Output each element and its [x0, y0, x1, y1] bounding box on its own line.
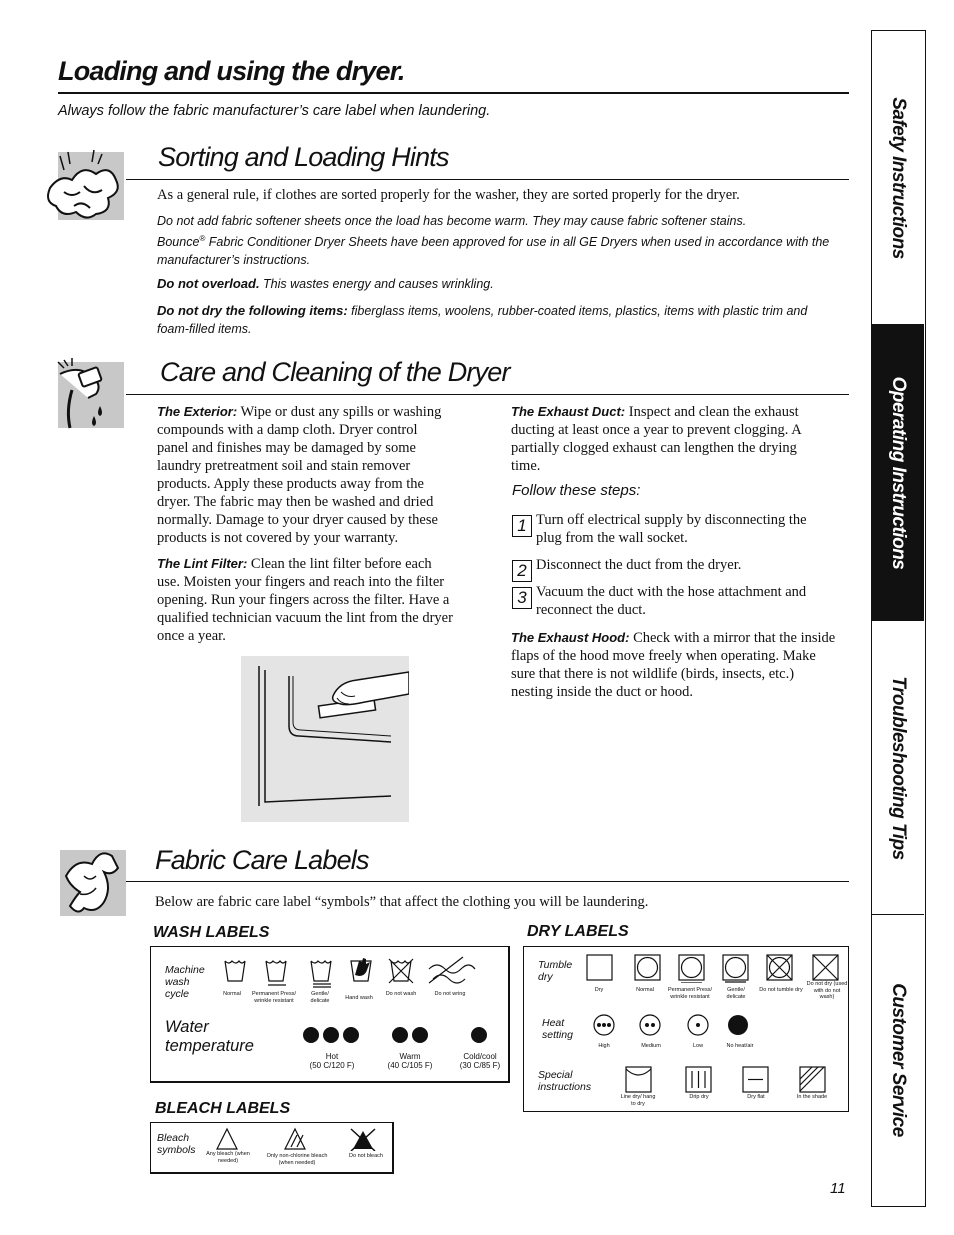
exterior-paragraph: The Exterior: Wipe or dust any spills or washing compounds with a damp cloth. Dryer control panel and finishes may be damaged by some laundry pretreatment soil and stain remover products. Apply these products away from the dryer. The fabric may then be washed and dried normally. Damage to your dryer caused by these products is not covered by your warranty. [157, 404, 442, 546]
special-caption: Dry flat [747, 1094, 765, 1100]
bleach-labels-box [150, 1122, 394, 1174]
tumble-caption: Dry [594, 987, 604, 993]
special-instructions-label: Special instructions [538, 1069, 592, 1093]
tumble-dry-symbols [584, 953, 850, 983]
tumble-caption: Do not tumble dry [759, 987, 803, 993]
section-tabs [871, 30, 926, 1207]
fabric-title: Fabric Care Labels [155, 845, 369, 875]
tumble-caption: Permanent Press/ wrinkle resistant [667, 987, 713, 1000]
heat-caption: Low [692, 1043, 704, 1049]
bleach-labels-heading: BLEACH LABELS [155, 1100, 291, 1117]
bleach-symbols-label: Bleach symbols [157, 1132, 196, 1156]
wash-labels-heading: WASH LABELS [153, 924, 270, 941]
wash-cycle-caption: Hand wash [345, 995, 373, 1001]
sorting-title: Sorting and Loading Hints [158, 142, 449, 172]
tab-operating-instructions[interactable]: Operating Instructions [872, 325, 924, 621]
sorting-rule [126, 179, 849, 180]
title-rule [58, 92, 849, 94]
wash-cycle-caption: Do not wring [434, 991, 466, 997]
garment-icon [58, 846, 128, 918]
machine-wash-label: Machine wash cycle [165, 964, 205, 1000]
wash-cycle-caption: Gentle/ delicate [310, 991, 330, 1004]
water-temp-caption: Warm (40 C/105 F) [387, 1052, 433, 1070]
no-dry-items-note: Do not dry the following items: fiberglass items, woolens, rubber-coated items, plastics, items with plastic trim and foam-filled items. [157, 303, 808, 336]
follow-steps-heading: Follow these steps: [512, 482, 641, 499]
wash-labels-box [150, 946, 510, 1083]
tab-safety-instructions[interactable]: Safety Instructions [872, 31, 924, 325]
water-temp-caption: Cold/cool (30 C/85 F) [459, 1052, 501, 1070]
wash-symbols [221, 955, 511, 989]
heat-caption: No heat/air [726, 1043, 754, 1049]
sorting-intro: As a general rule, if clothes are sorted properly for the washer, they are sorted properly for the dryer. [157, 187, 740, 203]
tab-troubleshooting-tips[interactable]: Troubleshooting Tips [872, 621, 924, 915]
step-number: 2 [512, 560, 532, 582]
step-text: Vacuum the duct with the hose attachment and reconnect the duct. [536, 584, 807, 618]
water-temperature-dots [301, 1025, 501, 1047]
fabric-intro: Below are fabric care label “symbols” that affect the clothing you will be laundering. [155, 894, 649, 910]
tumble-caption: Gentle/ delicate [726, 987, 746, 1000]
dry-labels-heading: DRY LABELS [527, 923, 629, 940]
bleach-caption: Do not bleach [349, 1153, 383, 1159]
lint-filter-illustration [241, 656, 409, 822]
lint-filter-paragraph: The Lint Filter: Clean the lint filter before each use. Moisten your fingers and reach into the filter opening. Run your fingers across the filter. Have a qualified technician vacuum the lint from the dryer once a year. [157, 556, 453, 644]
step-number: 3 [512, 587, 532, 609]
special-caption: Drip dry [689, 1094, 709, 1100]
exhaust-hood-paragraph: The Exhaust Hood: Check with a mirror that the inside flaps of the hood move freely when operating. Make sure that there is not wildlife (birds, insects, etc.) nesting inside the duct or hood. [511, 630, 836, 700]
tumble-caption: Normal [636, 987, 654, 993]
water-temperature-label: Water temperature [165, 1018, 254, 1055]
clothes-pile-icon [44, 148, 126, 224]
page-subtitle: Always follow the fabric manufacturer’s care label when laundering. [58, 103, 491, 119]
cleaning-hand-icon [54, 356, 128, 432]
bleach-symbols [215, 1127, 393, 1151]
special-instruction-symbols [624, 1065, 830, 1093]
special-caption: In the shade [796, 1094, 828, 1100]
overload-note: Do not overload. This wastes energy and causes wrinkling. [157, 276, 494, 291]
care-title: Care and Cleaning of the Dryer [160, 357, 510, 387]
tab-customer-service[interactable]: Customer Service [888, 983, 909, 1137]
heat-setting-symbols [592, 1013, 752, 1037]
softener-note: Do not add fabric softener sheets once the load has become warm. They may cause fabric softener stains. Bounce® Fabric Conditioner Dryer Sheets have been approved for use in all GE Dryers when used in accordance with the manufacturer’s instructions. [157, 214, 830, 268]
wash-cycle-caption: Do not wash [385, 991, 417, 997]
care-rule [126, 394, 849, 395]
step-text: Turn off electrical supply by disconnecting the plug from the wall socket. [536, 512, 807, 546]
heat-caption: High [598, 1043, 610, 1049]
heat-setting-label: Heat setting [542, 1017, 573, 1041]
fabric-rule [126, 881, 849, 882]
heat-caption: Medium [641, 1043, 661, 1049]
page-title: Loading and using the dryer. [58, 56, 405, 86]
step-number: 1 [512, 515, 532, 537]
wash-cycle-caption: Permanent Press/ wrinkle resistant [251, 991, 297, 1004]
dry-labels-box [523, 946, 849, 1112]
bleach-caption: Any bleach (when needed) [206, 1151, 250, 1164]
step-text: Disconnect the duct from the dryer. [536, 557, 742, 573]
tumble-dry-label: Tumble dry [538, 959, 573, 983]
bleach-caption: Only non-chlorine bleach (when needed) [266, 1153, 328, 1166]
page-number: 11 [830, 1180, 846, 1197]
special-caption: Line dry/ hang to dry [620, 1094, 656, 1107]
water-temp-caption: Hot (50 C/120 F) [309, 1052, 355, 1070]
exhaust-duct-paragraph: The Exhaust Duct: Inspect and clean the exhaust ducting at least once a year to prevent clogging. A partially clogged exhaust can lengthen the drying time. [511, 404, 802, 474]
wash-cycle-caption: Normal [223, 991, 241, 997]
tumble-caption: Do not dry (used with do not wash) [806, 981, 848, 1000]
